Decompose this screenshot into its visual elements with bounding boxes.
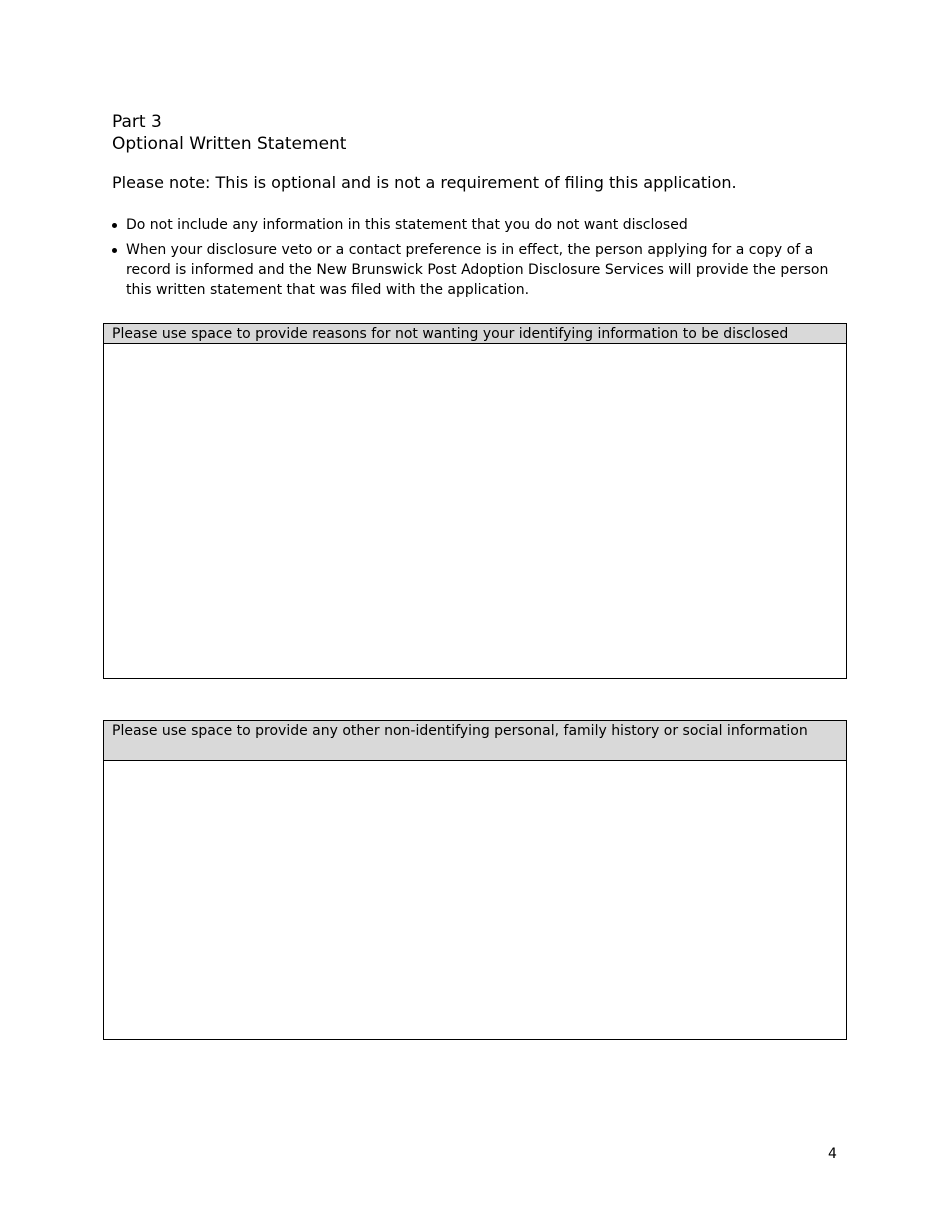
other-information-field[interactable] <box>104 761 846 1039</box>
reasons-statement-header: Please use space to provide reasons for not wanting your identifying information to be disclosed <box>104 324 846 344</box>
instruction-item <box>112 240 842 300</box>
instruction-text: Do not include any information in this statement that you do not want disclosed <box>126 217 688 233</box>
instruction-item <box>112 215 842 235</box>
bullet-icon <box>112 248 117 253</box>
reasons-statement-field[interactable] <box>104 344 846 678</box>
instructions-list <box>112 215 842 305</box>
part-heading <box>112 111 346 155</box>
instruction-text: When your disclosure veto or a contact preference is in effect, the person applying for a copy of a record is informed and the New Brunswick Post Adoption Disclosure Services will provide the person this written statement that was filed with the application. <box>126 242 829 298</box>
other-information-header: Please use space to provide any other non-identifying personal, family history or social information <box>104 721 846 761</box>
bullet-icon <box>112 223 117 228</box>
part-label: Part 3 <box>112 112 162 132</box>
optional-note: Please note: This is optional and is not a requirement of filing this application. <box>112 173 737 192</box>
page-number: 4 <box>828 1146 837 1162</box>
reasons-statement-box <box>103 323 847 679</box>
section-title: Optional Written Statement <box>112 134 347 154</box>
other-information-box <box>103 720 847 1040</box>
